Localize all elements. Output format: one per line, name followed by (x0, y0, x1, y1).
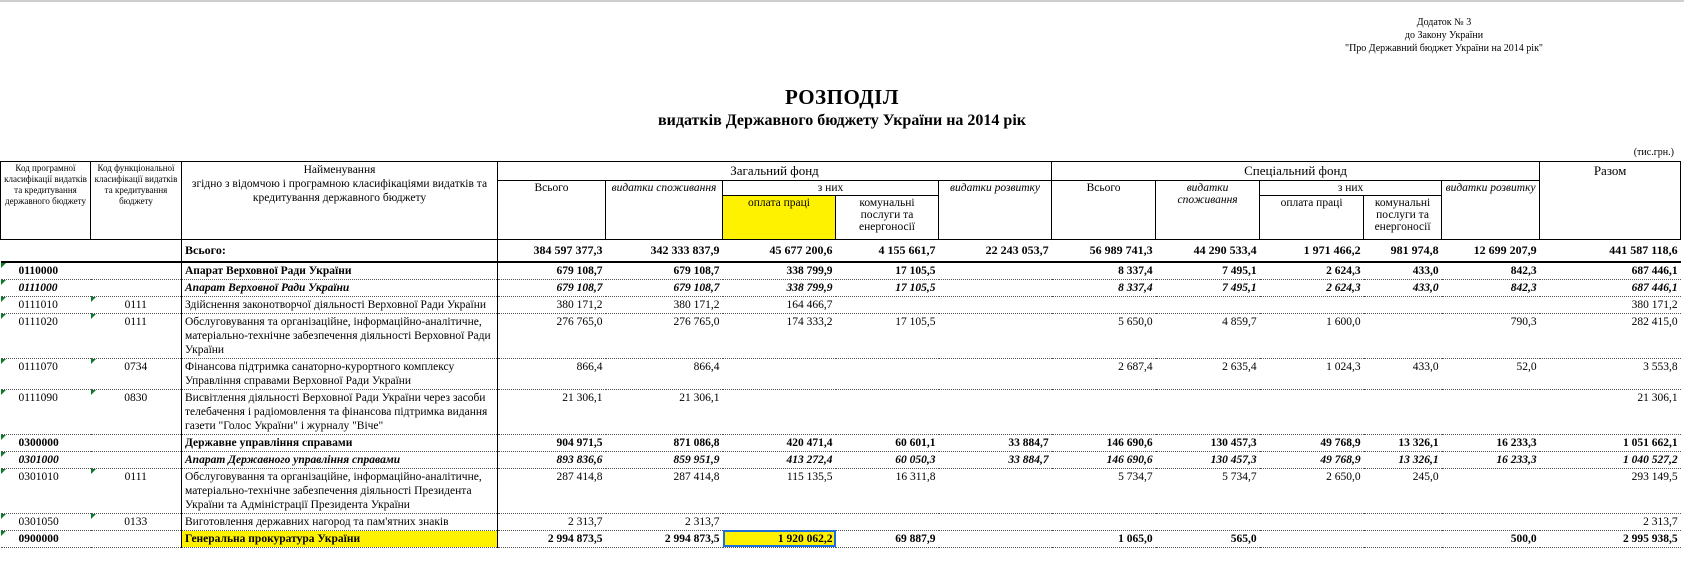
cell-g-wage[interactable] (723, 389, 836, 434)
cell-s-total[interactable]: 146 690,6 (1052, 451, 1156, 468)
cell-g-wage[interactable]: 45 677 200,6 (723, 240, 836, 262)
cell-sum[interactable]: 2 995 938,5 (1540, 530, 1681, 547)
cell-s-wage[interactable]: 49 768,9 (1260, 434, 1364, 451)
cell-g-cons[interactable]: 679 108,7 (606, 262, 723, 280)
cell-s-dev[interactable] (1442, 296, 1540, 313)
cell-prog-code[interactable]: 0110000 (1, 262, 91, 280)
cell-s-dev[interactable] (1442, 513, 1540, 530)
cell-g-dev[interactable]: 33 884,7 (939, 451, 1052, 468)
cell-prog-code[interactable]: 0111010 (1, 296, 91, 313)
cell-func-code[interactable] (91, 530, 182, 547)
cell-g-cons[interactable]: 2 313,7 (606, 513, 723, 530)
cell-g-dev[interactable] (939, 358, 1052, 389)
cell-s-util[interactable]: 433,0 (1364, 262, 1442, 280)
header-s-development: видатки розвитку (1442, 181, 1540, 240)
cell-func-code[interactable]: 0111 (91, 468, 182, 513)
cell-g-wage[interactable] (723, 513, 836, 530)
cell-name[interactable]: Генеральна прокуратура України (182, 530, 498, 547)
cell-s-dev[interactable]: 842,3 (1442, 262, 1540, 280)
cell-name[interactable]: Обслуговування та організаційне, інформаційно-аналітичне, матеріально-технічне забезпечення діяльності Верховної Ради України (182, 313, 498, 358)
cell-g-wage[interactable]: 164 466,7 (723, 296, 836, 313)
cell-g-util[interactable] (836, 513, 939, 530)
header-g-utilities: комунальні послуги та енергоносії (836, 196, 939, 240)
comment-marker-icon (1, 469, 6, 474)
cell-s-cons[interactable] (1156, 513, 1260, 530)
comment-marker-icon (1, 390, 6, 395)
cell-s-cons[interactable]: 2 635,4 (1156, 358, 1260, 389)
cell-g-wage[interactable]: 1 920 062,2 (723, 530, 836, 547)
table-row[interactable] (1, 296, 1681, 313)
table-row[interactable] (1, 313, 1681, 358)
cell-prog-code[interactable]: 0111000 (1, 279, 91, 296)
cell-sum[interactable]: 3 553,8 (1540, 358, 1681, 389)
cell-g-total[interactable]: 287 414,8 (498, 468, 606, 513)
cell-g-util[interactable]: 60 050,3 (836, 451, 939, 468)
cell-s-wage[interactable]: 1 971 466,2 (1260, 240, 1364, 262)
cell-g-total[interactable]: 380 171,2 (498, 296, 606, 313)
cell-s-total[interactable] (1052, 296, 1156, 313)
cell-s-cons[interactable]: 130 457,3 (1156, 451, 1260, 468)
cell-g-dev[interactable] (939, 296, 1052, 313)
cell-g-cons[interactable]: 21 306,1 (606, 389, 723, 434)
comment-marker-icon (1, 531, 6, 536)
cell-g-dev[interactable]: 22 243 053,7 (939, 240, 1052, 262)
cell-s-cons[interactable]: 565,0 (1156, 530, 1260, 547)
cell-sum[interactable]: 2 313,7 (1540, 513, 1681, 530)
cell-s-dev[interactable]: 842,3 (1442, 279, 1540, 296)
cell-s-dev[interactable]: 790,3 (1442, 313, 1540, 358)
cell-s-util[interactable] (1364, 313, 1442, 358)
cell-g-dev[interactable] (939, 279, 1052, 296)
header-g-development: видатки розвитку (939, 181, 1052, 240)
header-s-consumption: видатки споживання (1156, 181, 1260, 240)
cell-s-dev[interactable]: 16 233,3 (1442, 451, 1540, 468)
header-s-wages: оплата праці (1260, 196, 1364, 240)
cell-func-code[interactable] (91, 279, 182, 296)
cell-s-cons[interactable]: 44 290 533,4 (1156, 240, 1260, 262)
cell-s-dev[interactable]: 12 699 207,9 (1442, 240, 1540, 262)
cell-sum[interactable]: 1 051 662,1 (1540, 434, 1681, 451)
header-g-wages: оплата праці (723, 196, 836, 240)
top-border (0, 0, 1684, 2)
header-general-fund: Загальний фонд (498, 162, 1052, 181)
cell-g-util[interactable]: 17 105,5 (836, 313, 939, 358)
cell-s-util[interactable] (1364, 530, 1442, 547)
cell-g-cons[interactable]: 866,4 (606, 358, 723, 389)
comment-marker-icon (1, 514, 6, 519)
cell-prog-code[interactable]: 0301050 (1, 513, 91, 530)
cell-g-wage[interactable]: 420 471,4 (723, 434, 836, 451)
comment-marker-icon (91, 297, 96, 302)
cell-g-cons[interactable]: 380 171,2 (606, 296, 723, 313)
cell-g-util[interactable]: 60 601,1 (836, 434, 939, 451)
cell-func-code[interactable] (91, 451, 182, 468)
cell-s-cons[interactable]: 5 734,7 (1156, 468, 1260, 513)
cell-name[interactable]: Апарат Верховної Ради України (182, 262, 498, 280)
cell-s-dev[interactable] (1442, 389, 1540, 434)
cell-func-code[interactable]: 0111 (91, 296, 182, 313)
cell-s-cons[interactable]: 4 859,7 (1156, 313, 1260, 358)
cell-name[interactable]: Всього: (182, 240, 498, 262)
cell-sum[interactable]: 21 306,1 (1540, 389, 1681, 434)
cell-func-code[interactable] (91, 434, 182, 451)
cell-s-total[interactable]: 8 337,4 (1052, 279, 1156, 296)
cell-g-wage[interactable]: 115 135,5 (723, 468, 836, 513)
cell-g-cons[interactable]: 2 994 873,5 (606, 530, 723, 547)
table-row[interactable] (1, 389, 1681, 434)
appendix-line: Додаток № 3 (1416, 17, 1472, 28)
cell-s-wage[interactable] (1260, 389, 1364, 434)
cell-s-wage[interactable] (1260, 513, 1364, 530)
cell-g-util[interactable] (836, 389, 939, 434)
cell-g-dev[interactable] (939, 468, 1052, 513)
cell-name[interactable]: Здійснення законотворчої діяльності Верховної Ради України (182, 296, 498, 313)
cell-s-cons[interactable] (1156, 389, 1260, 434)
cell-s-cons[interactable]: 130 457,3 (1156, 434, 1260, 451)
cell-name[interactable]: Апарат Верховної Ради України (182, 279, 498, 296)
comment-marker-icon (1, 297, 6, 302)
cell-s-total[interactable]: 5 650,0 (1052, 313, 1156, 358)
cell-sum[interactable]: 282 415,0 (1540, 313, 1681, 358)
cell-s-cons[interactable] (1156, 296, 1260, 313)
cell-s-util[interactable] (1364, 513, 1442, 530)
cell-g-cons[interactable]: 871 086,8 (606, 434, 723, 451)
cell-s-wage[interactable]: 2 624,3 (1260, 262, 1364, 280)
comment-marker-icon (91, 314, 96, 319)
cell-g-dev[interactable] (939, 530, 1052, 547)
cell-s-wage[interactable]: 1 024,3 (1260, 358, 1364, 389)
document-subtitle: видатків Державного бюджету України на 2014 рік (658, 112, 1026, 129)
cell-s-util[interactable] (1364, 389, 1442, 434)
cell-prog-code[interactable]: 0111090 (1, 389, 91, 434)
cell-func-code[interactable]: 0734 (91, 358, 182, 389)
header-name-line1: Найменування (303, 164, 376, 176)
header-s-total: Всього (1052, 181, 1156, 240)
table-row[interactable] (1, 513, 1681, 530)
cell-g-total[interactable]: 893 836,6 (498, 451, 606, 468)
comment-marker-icon (1, 359, 6, 364)
cell-g-util[interactable]: 16 311,8 (836, 468, 939, 513)
header-s-of-which: з них (1260, 181, 1442, 196)
header-prog-code: Код програмної класифікації видатків та кредитування державного бюджету (1, 162, 91, 240)
cell-s-util[interactable]: 245,0 (1364, 468, 1442, 513)
cell-name[interactable]: Виготовлення державних нагород та пам'ятних знаків (182, 513, 498, 530)
header-grand-total: Разом (1540, 162, 1681, 240)
cell-s-wage[interactable]: 1 600,0 (1260, 313, 1364, 358)
cell-s-total[interactable]: 56 989 741,3 (1052, 240, 1156, 262)
cell-g-cons[interactable]: 859 951,9 (606, 451, 723, 468)
cell-s-util[interactable]: 981 974,8 (1364, 240, 1442, 262)
cell-g-total[interactable]: 2 994 873,5 (498, 530, 606, 547)
cell-s-util[interactable]: 13 326,1 (1364, 434, 1442, 451)
comment-marker-icon (1, 263, 6, 268)
cell-prog-code[interactable]: 0900000 (1, 530, 91, 547)
comment-marker-icon (91, 390, 96, 395)
cell-s-util[interactable]: 433,0 (1364, 279, 1442, 296)
cell-s-util[interactable] (1364, 296, 1442, 313)
cell-g-wage[interactable]: 338 799,9 (723, 262, 836, 280)
cell-name[interactable]: Обслуговування та організаційне, інформаційно-аналітичне, матеріально-технічне забезпечення діяльності Президента України та Адміністрації Президента України (182, 468, 498, 513)
header-g-total: Всього (498, 181, 606, 240)
table-row[interactable] (1, 468, 1681, 513)
cell-sum[interactable]: 687 446,1 (1540, 279, 1681, 296)
comment-marker-icon (91, 469, 96, 474)
comment-marker-icon (91, 359, 96, 364)
cell-func-code[interactable] (91, 262, 182, 280)
cell-prog-code[interactable]: 0300000 (1, 434, 91, 451)
cell-func-code[interactable]: 0133 (91, 513, 182, 530)
cell-s-total[interactable]: 2 687,4 (1052, 358, 1156, 389)
cell-prog-code[interactable]: 0111070 (1, 358, 91, 389)
cell-s-util[interactable]: 13 326,1 (1364, 451, 1442, 468)
comment-marker-icon (1, 280, 6, 285)
cell-g-total[interactable]: 679 108,7 (498, 262, 606, 280)
cell-g-dev[interactable] (939, 262, 1052, 280)
cell-g-util[interactable]: 69 887,9 (836, 530, 939, 547)
cell-sum[interactable]: 441 587 118,6 (1540, 240, 1681, 262)
table-row[interactable] (1, 434, 1681, 451)
table-row[interactable] (1, 240, 1681, 262)
table-row[interactable] (1, 279, 1681, 296)
comment-marker-icon (1, 452, 6, 457)
cell-g-wage[interactable]: 174 333,2 (723, 313, 836, 358)
cell-g-util[interactable]: 4 155 661,7 (836, 240, 939, 262)
comment-marker-icon (91, 514, 96, 519)
cell-sum[interactable]: 687 446,1 (1540, 262, 1681, 280)
cell-g-util[interactable] (836, 296, 939, 313)
cell-s-wage[interactable] (1260, 530, 1364, 547)
header-name-line2: згідно з відомчою і програмною класифікаціями видатків та кредитування державного бюджету (191, 178, 488, 204)
cell-sum[interactable]: 293 149,5 (1540, 468, 1681, 513)
cell-g-cons[interactable]: 276 765,0 (606, 313, 723, 358)
cell-sum[interactable]: 1 040 527,2 (1540, 451, 1681, 468)
cell-g-dev[interactable] (939, 389, 1052, 434)
comment-marker-icon (1, 314, 6, 319)
cell-g-dev[interactable]: 33 884,7 (939, 434, 1052, 451)
cell-g-cons[interactable]: 679 108,7 (606, 279, 723, 296)
cell-func-code[interactable]: 0830 (91, 389, 182, 434)
cell-s-total[interactable] (1052, 389, 1156, 434)
budget-table (0, 161, 1681, 548)
cell-g-total[interactable]: 904 971,5 (498, 434, 606, 451)
cell-g-util[interactable]: 17 105,5 (836, 262, 939, 280)
header-g-of-which: з них (723, 181, 939, 196)
cell-func-code[interactable] (91, 240, 182, 262)
cell-s-dev[interactable]: 52,0 (1442, 358, 1540, 389)
cell-s-total[interactable]: 146 690,6 (1052, 434, 1156, 451)
cell-name[interactable]: Висвітлення діяльності Верховної Ради України через засоби телебачення і радіомовлення та фінансова підтримка видання газети "Голос України" і журналу "Віче" (182, 389, 498, 434)
cell-g-dev[interactable] (939, 313, 1052, 358)
cell-g-dev[interactable] (939, 513, 1052, 530)
header-special-fund: Спеціальний фонд (1052, 162, 1540, 181)
units-label: (тис.грн.) (1633, 147, 1674, 158)
cell-s-cons[interactable]: 7 495,1 (1156, 279, 1260, 296)
cell-g-wage[interactable]: 338 799,9 (723, 279, 836, 296)
cell-g-util[interactable] (836, 358, 939, 389)
cell-name[interactable]: Фінансова підтримка санаторно-курортного комплексу Управління справами Верховної Ради України (182, 358, 498, 389)
cell-func-code[interactable]: 0111 (91, 313, 182, 358)
cell-s-dev[interactable]: 16 233,3 (1442, 434, 1540, 451)
cell-g-total[interactable]: 276 765,0 (498, 313, 606, 358)
cell-g-wage[interactable] (723, 358, 836, 389)
cell-prog-code[interactable] (1, 240, 91, 262)
header-g-consumption: видатки споживання (606, 181, 723, 240)
cell-s-wage[interactable]: 49 768,9 (1260, 451, 1364, 468)
document-title: РОЗПОДІЛ (784, 85, 899, 109)
appendix-note (1294, 16, 1594, 55)
cell-s-total[interactable]: 8 337,4 (1052, 262, 1156, 280)
appendix-line: "Про Державний бюджет України на 2014 рік" (1344, 43, 1544, 54)
cell-prog-code[interactable]: 0301000 (1, 451, 91, 468)
header-s-utilities: комунальні послуги та енергоносії (1364, 196, 1442, 240)
cell-s-util[interactable]: 433,0 (1364, 358, 1442, 389)
header-func-code: Код функціональної класифікації видатків та кредитування бюджету (91, 162, 182, 240)
cell-s-dev[interactable] (1442, 468, 1540, 513)
header-name (182, 162, 498, 240)
cell-s-wage[interactable] (1260, 296, 1364, 313)
cell-s-wage[interactable]: 2 624,3 (1260, 279, 1364, 296)
appendix-line: до Закону України (1404, 30, 1484, 41)
cell-prog-code[interactable]: 0301010 (1, 468, 91, 513)
cell-g-total[interactable]: 384 597 377,3 (498, 240, 606, 262)
cell-name[interactable]: Апарат Державного управління справами (182, 451, 498, 468)
cell-g-total[interactable]: 21 306,1 (498, 389, 606, 434)
table-row[interactable] (1, 530, 1681, 547)
cell-g-total[interactable]: 2 313,7 (498, 513, 606, 530)
table-row[interactable] (1, 262, 1681, 280)
cell-g-total[interactable]: 866,4 (498, 358, 606, 389)
cell-prog-code[interactable]: 0111020 (1, 313, 91, 358)
cell-g-cons[interactable]: 342 333 837,9 (606, 240, 723, 262)
cell-s-total[interactable] (1052, 513, 1156, 530)
cell-s-total[interactable]: 5 734,7 (1052, 468, 1156, 513)
cell-s-wage[interactable]: 2 650,0 (1260, 468, 1364, 513)
cell-g-wage[interactable]: 413 272,4 (723, 451, 836, 468)
comment-marker-icon (1, 435, 6, 440)
cell-g-util[interactable]: 17 105,5 (836, 279, 939, 296)
cell-g-cons[interactable]: 287 414,8 (606, 468, 723, 513)
cell-sum[interactable]: 380 171,2 (1540, 296, 1681, 313)
cell-s-dev[interactable]: 500,0 (1442, 530, 1540, 547)
cell-name[interactable]: Державне управління справами (182, 434, 498, 451)
cell-g-total[interactable]: 679 108,7 (498, 279, 606, 296)
cell-s-total[interactable]: 1 065,0 (1052, 530, 1156, 547)
table-row[interactable] (1, 451, 1681, 468)
cell-s-cons[interactable]: 7 495,1 (1156, 262, 1260, 280)
table-row[interactable] (1, 358, 1681, 389)
